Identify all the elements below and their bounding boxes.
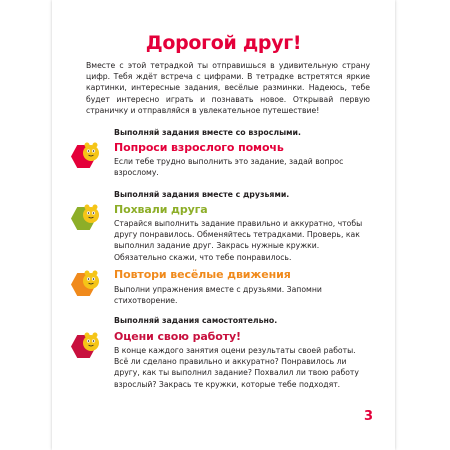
section-4-title: Оцени свою работу! [114, 330, 241, 343]
section-4-text: В конце каждого занятия оцени результаты своей работы. Всё ли сделано правильно и аккуратно? Понравилось ли другу, как ты выполнил задание? Похвалил ли твою работу взрослый? Закрась те кружки, которые тебе подходят. [114, 346, 359, 389]
section-1-text: Если тебе трудно выполнить это задание, задай вопрос взрослому. [114, 157, 344, 178]
section-2-instruction: Выполняй задания вместе с друзьями. [114, 190, 290, 199]
section-1-title: Попроси взрослого помочь [114, 141, 284, 154]
mascot-crimson-hexagon-icon [79, 329, 103, 353]
mascot-red-hexagon-icon [79, 139, 103, 163]
mascot-green-hexagon-icon [79, 201, 103, 225]
section-3-text: Выполни упражнения вместе с друзьями. Запомни стихотворение. [114, 285, 322, 306]
section-3-title: Повтори весёлые движения [114, 268, 291, 281]
section-1-instruction: Выполняй задания вместе со взрослыми. [114, 128, 301, 137]
intro-paragraph: Вместе с этой тетрадкой ты отправишься в удивительную страну цифр. Тебя ждёт встреча с цифрами. В тетрадке встретятся яркие картинки, интересные задания, весёлые разминки. Надеюсь, тебе будет интересно играть и познавать новое. Открывай первую страничку и отправляйся в увлекательное путешествие! [86, 61, 370, 115]
workbook-page [52, 0, 395, 450]
section-2-text: Старайся выполнить задание правильно и аккуратно, чтобы другу понравилось. Обменяйтесь тетрадками. Проверь, как выполнил задание друг. Закрась нужные кружки. Обязательно скажи, что тебе понравилось. [114, 219, 363, 262]
page-number: 3 [364, 409, 374, 424]
section-4-instruction: Выполняй задания самостоятельно. [114, 316, 278, 325]
section-2-title: Похвали друга [114, 203, 208, 216]
page-title: Дорогой друг! [145, 32, 302, 54]
mascot-orange-hexagon-icon [79, 267, 103, 291]
